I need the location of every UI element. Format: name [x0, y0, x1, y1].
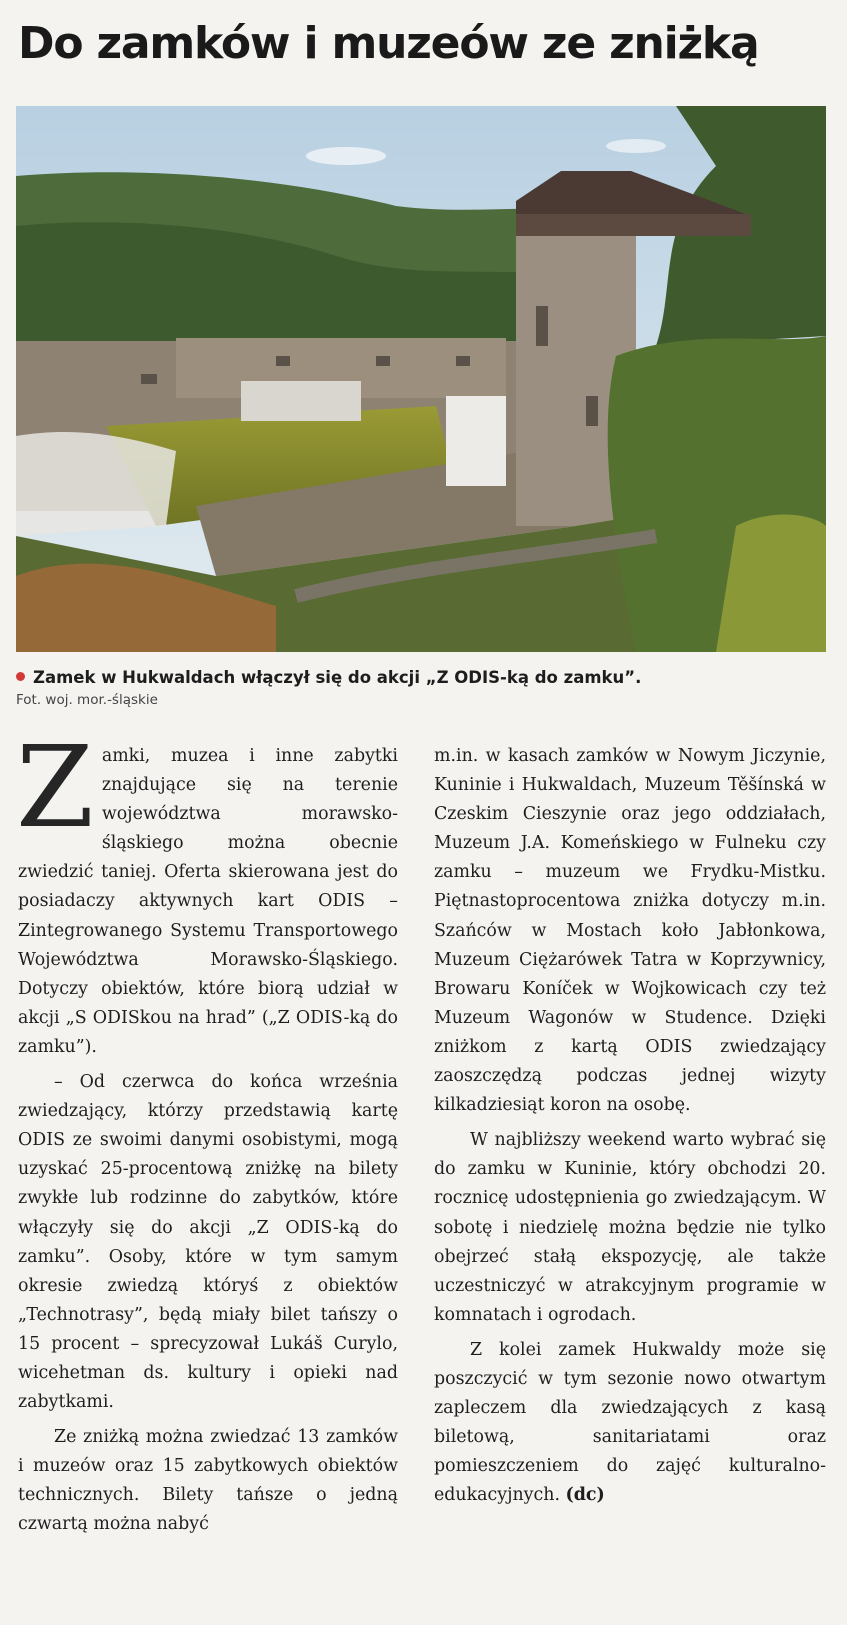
- ticket-booth: [446, 396, 506, 486]
- article-headline: Do zamków i muzeów ze zniżką: [18, 18, 759, 69]
- article-paragraph: [434, 1336, 826, 1511]
- castle-photo: [16, 106, 826, 652]
- photo-caption: [16, 668, 641, 687]
- article-paragraph: m.in. w kasach zamków w Nowym Jiczynie, Kuninie i Hukwaldach, Muzeum Těšínská w Czeskim Cieszynie oraz jego oddziałach, Muzeum J.A. Komeńskiego w Fulneku czy zamku – muzeum we Frydku-Mistku. Piętnastoprocentowa zniżka dotyczy m.in. Szańców w Mostach koło Jabłonkowa, Muzeum Ciężarówek Tatra w Koprzywnicy, Browaru Koníček w Wojkowicach czy też Muzeum Wagonów w Studence. Dzięki zniżkom z kartą ODIS zwiedzający zaoszczędzą podczas jednej wizyty kilkadziesiąt koron na osobę.: [434, 746, 826, 1116]
- cloud: [306, 147, 386, 165]
- article-paragraph: [16, 723, 398, 1062]
- photo-caption-text: Zamek w Hukwaldach włączył się do akcji „Z ODIS-ką do zamku”.: [33, 668, 642, 687]
- article-paragraph: Ze zniżką można zwiedzać 13 zamków i muzeów oraz 15 zabytkowych obiektów technicznych. Bilety tańsze o jedną czwartą można nabyć: [18, 1427, 398, 1535]
- article-column-left: [16, 723, 398, 1540]
- author-signature: (dc): [565, 1485, 605, 1506]
- article-paragraph: – Od czerwca do końca września zwiedzający, którzy przedstawią kartę ODIS ze swoimi danymi osobistymi, mogą uzyskać 25-procentową zniżkę na bilety zwykłe lub rodzinne do zabytków, które włączyły się do akcji „Z ODIS-ką do zamku”. Osoby, które w tym samym okresie zwiedzą któryś z obiektów „Technotrasy”, będą miały bilet tańszy o 15 procent – sprecyzował Lukáš Curylo, wicehetman ds. kultury i opieki nad zabytkami.: [18, 1072, 398, 1413]
- paragraph-text: Z kolei zamek Hukwaldy może się poszczycić w tym sezonie nowo otwartym zapleczem dla zwiedzających z kasą biletową, sanitariatami oraz pomieszczeniem do zajęć kulturalno-edukacyjnych.: [434, 1339, 826, 1506]
- article-paragraph: W najbliższy weekend warto wybrać się do zamku w Kuninie, który obchodzi 20. rocznicę udostępnienia go zwiedzającym. W sobotę i niedzielę można będzie nie tylko obejrzeć stałą ekspozycję, ale także uczestniczyć w atrakcyjnym programie w komnatach i ogrodach.: [434, 1130, 826, 1325]
- photo-credit: Fot. woj. mor.-śląskie: [16, 692, 158, 708]
- cloud: [606, 139, 666, 153]
- article-column-right: [434, 742, 826, 1510]
- paragraph-text: amki, muzea i inne zabytki znajdujące się na terenie województwa morawsko-śląskiego można obecnie zwiedzić taniej. Oferta skierowana jest do posiadaczy aktywnych kart ODIS – Zintegrowanego Systemu Transportowego Województwa Morawsko-Śląskiego. Dotyczy obiektów, które biorą udział w akcji „S ODISkou na hrad” („Z ODIS-ką do zamku”).: [18, 746, 398, 1057]
- bullet-dot-icon: [16, 672, 25, 681]
- courtyard-platform: [241, 381, 361, 421]
- castle-photo-illustration: [16, 106, 826, 652]
- snowy-slope: [16, 432, 176, 536]
- drop-cap: Z: [16, 723, 94, 853]
